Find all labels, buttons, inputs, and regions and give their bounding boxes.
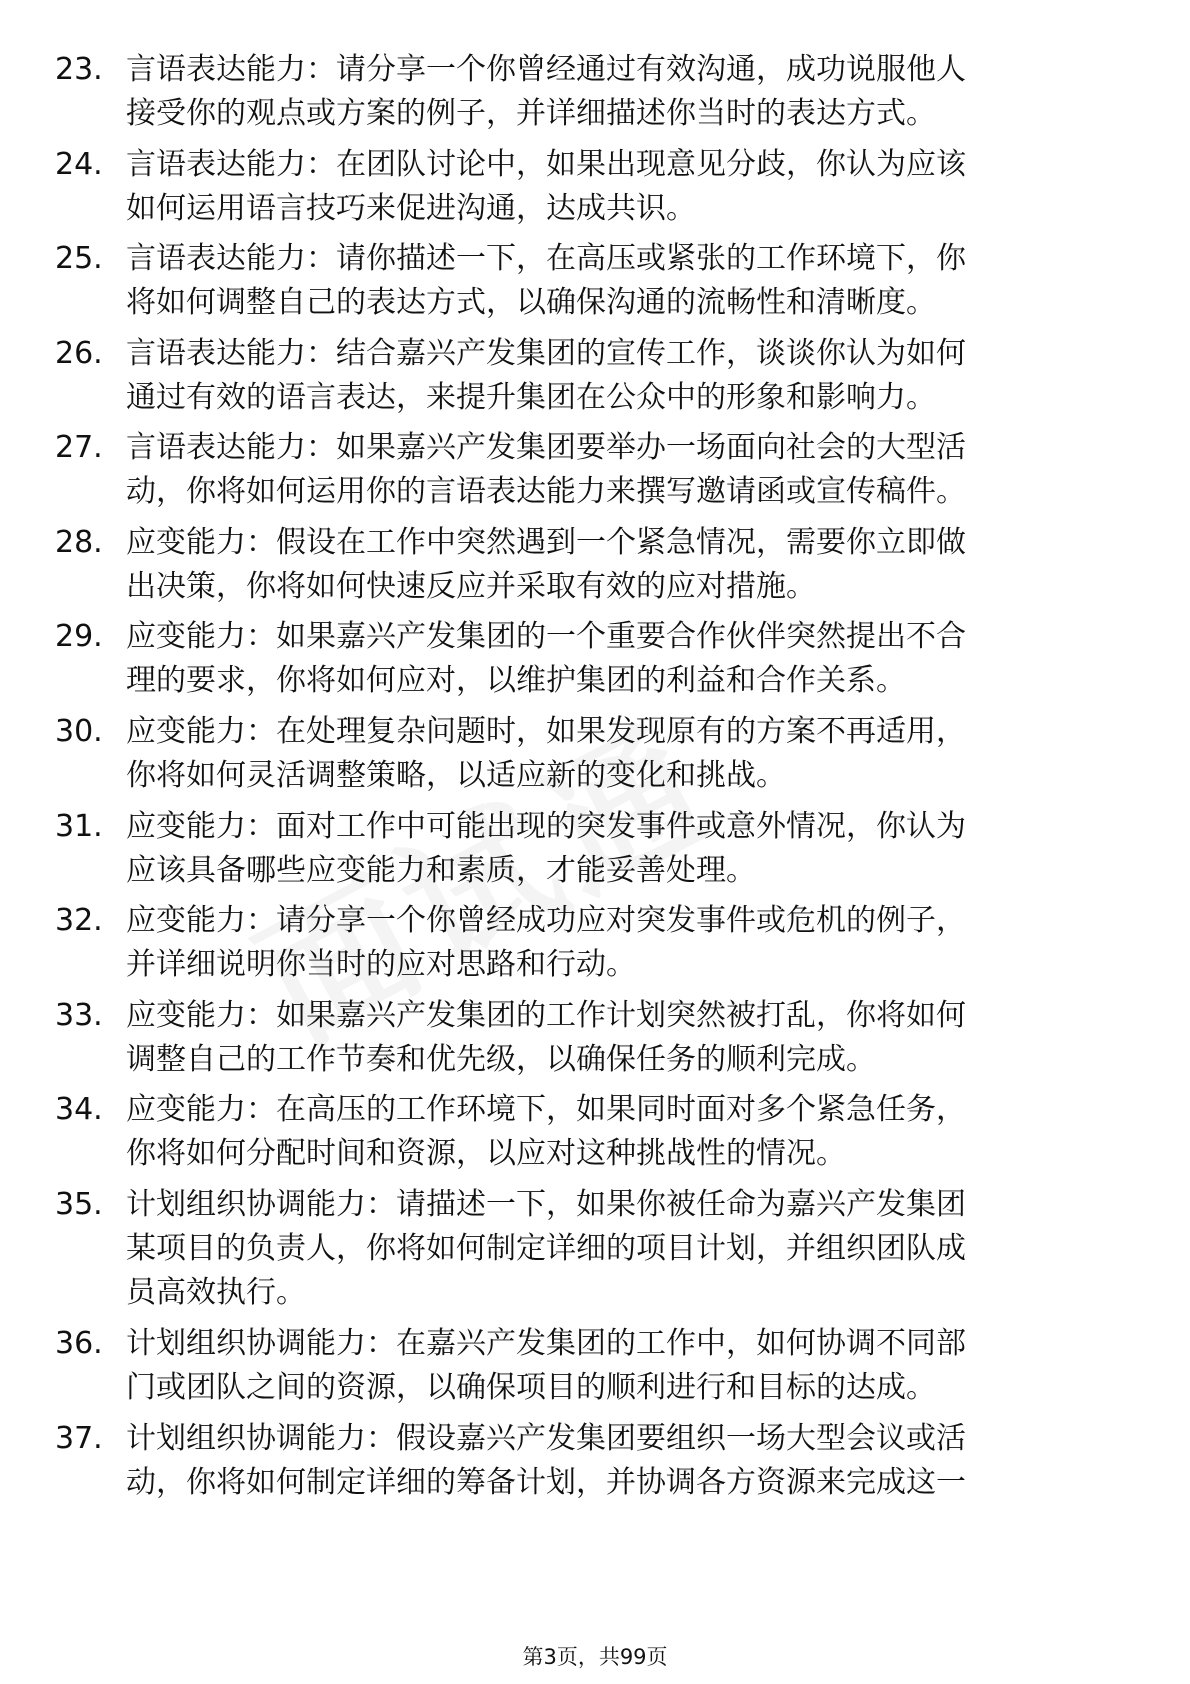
question-text	[126, 426, 1116, 514]
question-line: 你将如何灵活调整策略，以适应新的变化和挑战。	[126, 758, 786, 793]
question-line: 言语表达能力：在团队讨论中，如果出现意见分歧，你认为应该	[126, 147, 966, 182]
question-text	[126, 805, 1116, 893]
question-number: 32.	[55, 903, 103, 938]
question-text	[126, 1322, 1116, 1410]
question-number: 34.	[55, 1092, 103, 1127]
page-number: 第3页，共99页	[522, 1645, 668, 1669]
question-line: 言语表达能力：请分享一个你曾经通过有效沟通，成功说服他人	[126, 52, 966, 87]
question-number: 37.	[55, 1421, 103, 1456]
question-line: 将如何调整自己的表达方式，以确保沟通的流畅性和清晰度。	[126, 285, 936, 320]
question-line: 应变能力：在处理复杂问题时，如果发现原有的方案不再适用，	[126, 714, 966, 749]
question-number: 26.	[55, 336, 103, 371]
question-line: 动，你将如何运用你的言语表达能力来撰写邀请函或宣传稿件。	[126, 474, 966, 509]
question-line: 接受你的观点或方案的例子，并详细描述你当时的表达方式。	[126, 96, 936, 131]
question-line: 应变能力：请分享一个你曾经成功应对突发事件或危机的例子，	[126, 903, 966, 938]
question-text	[126, 710, 1116, 798]
question-text	[126, 143, 1116, 231]
question-line: 调整自己的工作节奏和优先级，以确保任务的顺利完成。	[126, 1042, 876, 1077]
question-line: 言语表达能力：请你描述一下，在高压或紧张的工作环境下，你	[126, 241, 966, 276]
question-line: 应变能力：面对工作中可能出现的突发事件或意外情况，你认为	[126, 809, 966, 844]
question-number: 30.	[55, 714, 103, 749]
question-line: 计划组织协调能力：在嘉兴产发集团的工作中，如何协调不同部	[126, 1326, 966, 1361]
question-number: 33.	[55, 998, 103, 1033]
question-line: 计划组织协调能力：请描述一下，如果你被任命为嘉兴产发集团	[126, 1187, 966, 1222]
question-line: 应该具备哪些应变能力和素质，才能妥善处理。	[126, 853, 756, 888]
question-line: 言语表达能力：如果嘉兴产发集团要举办一场面向社会的大型活	[126, 430, 966, 465]
question-text	[126, 332, 1116, 420]
question-line: 并详细说明你当时的应对思路和行动。	[126, 947, 636, 982]
question-line: 员高效执行。	[126, 1275, 306, 1310]
question-number: 36.	[55, 1326, 103, 1361]
question-line: 门或团队之间的资源，以确保项目的顺利进行和目标的达成。	[126, 1370, 936, 1405]
question-number: 28.	[55, 525, 103, 560]
question-line: 应变能力：如果嘉兴产发集团的工作计划突然被打乱，你将如何	[126, 998, 966, 1033]
question-line: 理的要求，你将如何应对，以维护集团的利益和合作关系。	[126, 663, 906, 698]
question-number: 25.	[55, 241, 103, 276]
question-text	[126, 48, 1116, 136]
question-text	[126, 1088, 1116, 1176]
question-line: 如何运用语言技巧来促进沟通，达成共识。	[126, 191, 696, 226]
question-line: 应变能力：如果嘉兴产发集团的一个重要合作伙伴突然提出不合	[126, 619, 966, 654]
question-text	[126, 1417, 1116, 1505]
question-line: 出决策，你将如何快速反应并采取有效的应对措施。	[126, 569, 816, 604]
question-line: 言语表达能力：结合嘉兴产发集团的宣传工作，谈谈你认为如何	[126, 336, 966, 371]
question-line: 应变能力：假设在工作中突然遇到一个紧急情况，需要你立即做	[126, 525, 966, 560]
question-number: 27.	[55, 430, 103, 465]
question-text	[126, 899, 1116, 987]
question-number: 35.	[55, 1187, 103, 1222]
question-line: 通过有效的语言表达，来提升集团在公众中的形象和影响力。	[126, 380, 936, 415]
question-number: 23.	[55, 52, 103, 87]
question-text	[126, 521, 1116, 609]
question-text	[126, 237, 1116, 325]
question-text	[126, 1183, 1116, 1315]
question-number: 24.	[55, 147, 103, 182]
question-line: 计划组织协调能力：假设嘉兴产发集团要组织一场大型会议或活	[126, 1421, 966, 1456]
question-line: 动，你将如何制定详细的筹备计划，并协调各方资源来完成这一	[126, 1465, 966, 1500]
question-text	[126, 994, 1116, 1082]
question-line: 你将如何分配时间和资源，以应对这种挑战性的情况。	[126, 1136, 846, 1171]
question-number: 31.	[55, 809, 103, 844]
question-number: 29.	[55, 619, 103, 654]
question-text	[126, 615, 1116, 703]
question-line: 应变能力：在高压的工作环境下，如果同时面对多个紧急任务，	[126, 1092, 966, 1127]
question-line: 某项目的负责人，你将如何制定详细的项目计划，并组织团队成	[126, 1231, 966, 1266]
